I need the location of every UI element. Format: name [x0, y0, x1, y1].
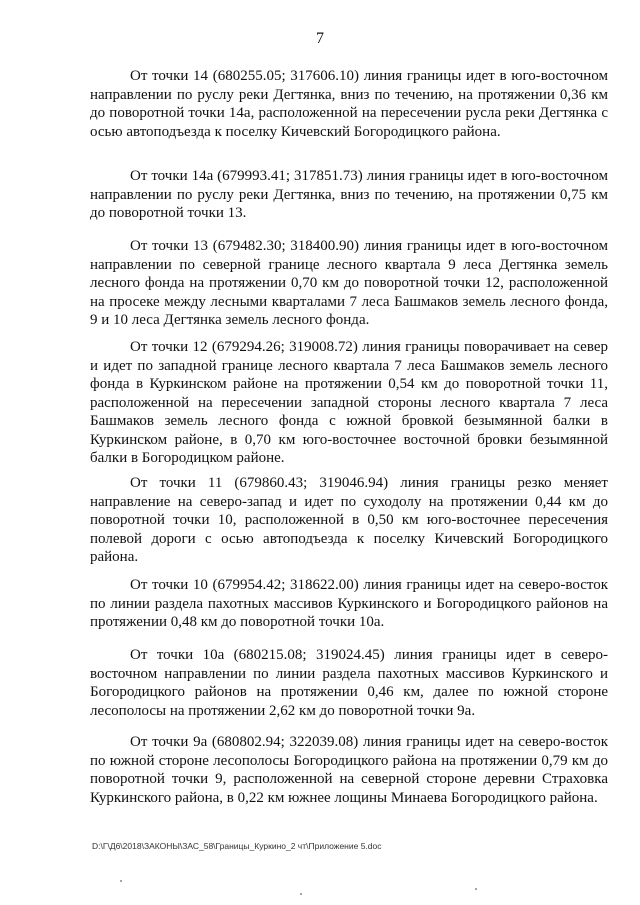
paragraph-point-12: От точки 12 (679294.26; 319008.72) линия границы поворачивает на север и идет по западной границе лесного квартала 7 леса Башмаков земель лесного фонда в Куркинском районе на протяжении 0,54 км до поворотной точки 11, расположенной на пересечении западной стороны лесного квартала 7 леса Башмаков земель лесного фонда с южной бровкой безымянной балки в Куркинском районе, в 0,70 км юго-восточнее восточной бровки безымянной балки в Богородицком районе. [90, 339, 608, 466]
paragraph-point-14a: От точки 14а (679993.41; 317851.73) линия границы идет в юго-восточном направлении по руслу реки Дегтянка, вниз по течению, на протяжении 0,75 км до поворотной точки 13. [90, 168, 608, 221]
paragraph-point-14: От точки 14 (680255.05; 317606.10) линия границы идет в юго-восточном направлении по руслу реки Дегтянка, вниз по течению, на протяжении 0,36 км до поворотной точки 14а, расположенной на пересечении русла реки Дегтянка с осью автоподъезда к поселку Кичевский Богородицкого района. [90, 68, 608, 140]
paragraph-point-13: От точки 13 (679482.30; 318400.90) линия границы идет в юго-восточном направлении по северной границе лесного квартала 9 леса Дегтянка земель лесного фонда на протяжении 0,70 км до поворотной точки 12, расположенной на просеке между лесными кварталами 7 леса Башмаков земель лесного фонда, 9 и 10 леса Дегтянка земель лесного фонда. [90, 238, 608, 328]
scan-speck [300, 893, 302, 895]
paragraph-point-10a: От точки 10а (680215.08; 319024.45) линия границы идет в северо-восточном направлении по линии раздела пахотных массивов Куркинского и Богородицкого районов на протяжении 0,46 км, далее по южной стороне лесополосы на протяжении 2,62 км до поворотной точки 9а. [90, 647, 608, 719]
paragraph-point-11: От точки 11 (679860.43; 319046.94) линия границы резко меняет направление на северо-запад и идет по суходолу на протяжении 0,44 км до поворотной точки 10, расположенной в 0,50 км юго-восточнее пересечения полевой дороги с осью автоподъезда к поселку Кичевский Богородицкого района. [90, 475, 608, 565]
scan-speck [475, 888, 477, 890]
paragraph-point-9a: От точки 9а (680802.94; 322039.08) линия границы идет на северо-восток по южной стороне лесополосы Богородицкого района на протяжении 0,79 км до поворотной точки 9, расположенной на северной стороне деревни Страховка Куркинского района, в 0,22 км южнее лощины Минаева Богородицкого района. [90, 734, 608, 806]
paragraph-point-10: От точки 10 (679954.42; 318622.00) линия границы идет на северо-восток по линии раздела пахотных массивов Куркинского и Богородицкого районов на протяжении 0,48 км до поворотной точки 10а. [90, 577, 608, 630]
page-number: 7 [316, 30, 324, 47]
scan-speck [120, 880, 122, 882]
file-path-footer: D:\Г\Д6\2018\ЗАКОНЫ\ЗАС_58\Границы_Куркино_2 чт\Приложение 5.doc [92, 841, 382, 851]
